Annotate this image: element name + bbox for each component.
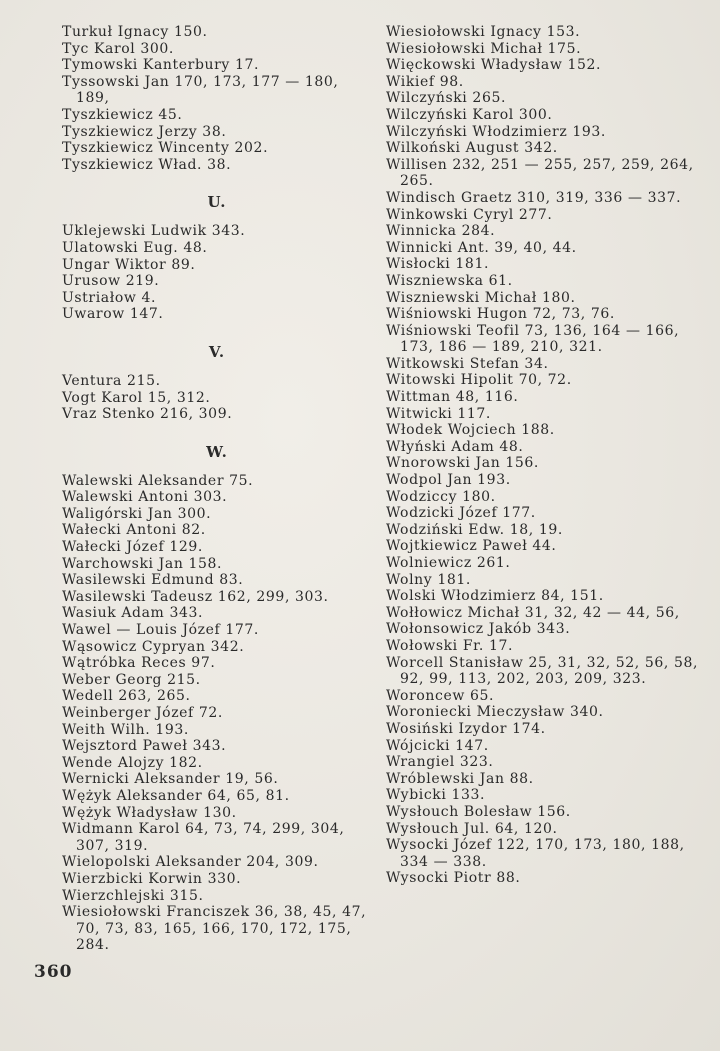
- index-entry: Wielopolski Aleksander 204, 309.: [62, 854, 319, 871]
- index-entry: Wiesiołowski Franciszek 36, 38, 45, 47, 70, 73, 83, 165, 166, 170, 172, 175, 284.: [62, 904, 367, 954]
- index-entry: Wojtkiewicz Paweł 44.: [386, 538, 557, 555]
- index-entry: Wittman 48, 116.: [386, 389, 519, 406]
- index-entry: Wysocki Józef 122, 170, 173, 180, 188, 334 — 338.: [386, 837, 685, 870]
- index-entry: Wysocki Piotr 88.: [386, 870, 521, 887]
- index-entry: Włodek Wojciech 188.: [386, 422, 555, 439]
- page-number: 360: [34, 962, 73, 982]
- index-entry: Ventura 215.: [62, 372, 161, 389]
- index-entry: Tyc Karol 300.: [62, 40, 174, 57]
- index-entry: Wierzbicki Korwin 330.: [62, 870, 242, 887]
- index-section-t: [62, 24, 372, 173]
- index-entry: Woroniecki Mieczysław 340.: [386, 704, 604, 721]
- index-entry: Wolski Włodzimierz 84, 151.: [386, 588, 604, 605]
- index-entry: Walewski Antoni 303.: [62, 489, 228, 506]
- index-entry: Wiśniowski Hugon 72, 73, 76.: [386, 306, 615, 323]
- index-entry: Wosiński Izydor 174.: [386, 720, 546, 737]
- index-entry: Wałecki Józef 129.: [62, 539, 203, 556]
- index-entry: Wrangiel 323.: [386, 754, 494, 771]
- index-entry: Wnorowski Jan 156.: [386, 455, 539, 472]
- index-entry: Wikief 98.: [386, 73, 464, 90]
- index-entry: Waligórski Jan 300.: [62, 505, 212, 522]
- index-entry: Wilczyński Włodzimierz 193.: [386, 123, 606, 140]
- index-entry: Uklejewski Ludwik 343.: [62, 223, 246, 240]
- index-entry: Windisch Graetz 310, 319, 336 — 337.: [386, 189, 682, 206]
- index-entry: Wolny 181.: [386, 571, 471, 588]
- index-entry: Wasiuk Adam 343.: [62, 605, 204, 622]
- index-column-right: [386, 24, 712, 887]
- index-entry: Wodziński Edw. 18, 19.: [386, 521, 563, 538]
- index-entry: Turkuł Ignacy 150.: [62, 24, 208, 40]
- index-entry: Wróblewski Jan 88.: [386, 770, 534, 787]
- section-letter-v: V.: [208, 342, 226, 361]
- index-entry: Weber Georg 215.: [62, 671, 201, 688]
- index-entry: Wierzchlejski 315.: [62, 887, 204, 904]
- index-entry: Tyszkiewicz 45.: [62, 106, 183, 123]
- index-entry: Witowski Hipolit 70, 72.: [386, 372, 572, 389]
- index-entry: Więckowski Władysław 152.: [386, 57, 602, 74]
- index-entry: Wiesiołowski Ignacy 153.: [386, 24, 581, 40]
- index-entry: Wąsowicz Cypryan 342.: [62, 638, 245, 655]
- index-entry: Wołonsowicz Jakób 343.: [386, 621, 571, 638]
- index-entry: Wójcicki 147.: [386, 737, 489, 754]
- index-entry: Wodziccy 180.: [386, 488, 496, 505]
- index-entry: Wodpol Jan 193.: [386, 472, 511, 489]
- index-entry: Wernicki Aleksander 19, 56.: [62, 771, 279, 788]
- index-entry: Wodzicki Józef 177.: [386, 505, 536, 522]
- index-entry: Wejsztord Paweł 343.: [62, 738, 227, 755]
- index-entry: Wołłowicz Michał 31, 32, 42 — 44, 56,: [386, 604, 680, 621]
- index-entry: Weinberger Józef 72.: [62, 705, 223, 721]
- section-letter-u: U.: [207, 193, 227, 212]
- index-entry: Winkowski Cyryl 277.: [386, 206, 553, 223]
- index-entry: Vogt Karol 15, 312.: [62, 389, 211, 406]
- index-entry: Tymowski Kanterbury 17.: [62, 57, 260, 74]
- index-entry: Uwarow 147.: [62, 306, 164, 323]
- index-entry: Ustriałow 4.: [62, 289, 157, 306]
- index-entry: Wołowski Fr. 17.: [386, 637, 514, 654]
- index-section-w-continued: [386, 24, 712, 887]
- index-entry: Wilkoński August 342.: [386, 140, 558, 157]
- index-section-v: [62, 373, 372, 423]
- index-entry: Ungar Wiktor 89.: [62, 256, 196, 273]
- index-entry: Wężyk Władysław 130.: [62, 804, 237, 821]
- index-entry: Widmann Karol 64, 73, 74, 299, 304, 307, 319.: [62, 821, 345, 854]
- index-entry: Willisen 232, 251 — 255, 257, 259, 264, 265.: [386, 156, 694, 190]
- index-entry: Tyszkiewicz Wład. 38.: [62, 156, 232, 173]
- index-entry: Winnicka 284.: [386, 223, 496, 240]
- index-entry: Worcell Stanisław 25, 31, 32, 52, 56, 58, 92, 99, 113, 202, 203, 209, 323.: [386, 654, 699, 688]
- index-entry: Tyszkiewicz Jerzy 38.: [62, 123, 227, 140]
- section-letter-w: W.: [206, 442, 228, 461]
- index-entry: Wilczyński 265.: [386, 90, 507, 107]
- index-entry: Tyszkiewicz Wincenty 202.: [62, 140, 269, 157]
- index-entry: Vraz Stenko 216, 309.: [62, 406, 233, 423]
- index-entry: Urusow 219.: [62, 273, 160, 290]
- index-entry: Walewski Aleksander 75.: [62, 472, 254, 489]
- index-entry: Włyński Adam 48.: [386, 438, 524, 455]
- index-column-left: [62, 24, 372, 954]
- index-entry: Wałecki Antoni 82.: [62, 522, 206, 539]
- index-entry: Wasilewski Tadeusz 162, 299, 303.: [62, 588, 329, 605]
- index-entry: Wiszniewski Michał 180.: [386, 289, 576, 306]
- index-section-u: [62, 223, 372, 323]
- index-entry: Wysłouch Bolesław 156.: [386, 803, 571, 820]
- index-entry: Wężyk Aleksander 64, 65, 81.: [62, 787, 290, 804]
- index-entry: Wybicki 133.: [386, 787, 486, 804]
- index-entry: Wiszniewska 61.: [386, 272, 513, 289]
- index-entry: Wysłouch Jul. 64, 120.: [386, 820, 558, 837]
- index-entry: Warchowski Jan 158.: [62, 555, 223, 572]
- index-entry: Wilczyński Karol 300.: [386, 106, 553, 123]
- index-entry: Weith Wilh. 193.: [62, 721, 189, 738]
- index-entry: Wasilewski Edmund 83.: [62, 572, 244, 589]
- index-entry: Wolniewicz 261.: [386, 555, 511, 571]
- index-entry: Winnicki Ant. 39, 40, 44.: [386, 239, 577, 256]
- index-entry: Wiesiołowski Michał 175.: [386, 40, 582, 57]
- index-entry: Wątróbka Reces 97.: [62, 655, 216, 672]
- index-entry: Wende Alojzy 182.: [62, 754, 203, 771]
- index-entry: Wedell 263, 265.: [62, 688, 191, 705]
- index-entry: Wawel — Louis Józef 177.: [62, 622, 259, 639]
- index-section-w: [62, 473, 372, 954]
- index-entry: Woroncew 65.: [386, 687, 495, 704]
- index-entry: Witkowski Stefan 34.: [386, 355, 549, 372]
- index-entry: Wiśniowski Teofil 73, 136, 164 — 166, 173, 186 — 189, 210, 321.: [386, 322, 680, 356]
- index-entry: Tyssowski Jan 170, 173, 177 — 180, 189,: [62, 73, 339, 107]
- index-entry: Ulatowski Eug. 48.: [62, 239, 208, 256]
- index-entry: Witwicki 117.: [386, 405, 491, 422]
- index-entry: Wisłocki 181.: [386, 256, 489, 273]
